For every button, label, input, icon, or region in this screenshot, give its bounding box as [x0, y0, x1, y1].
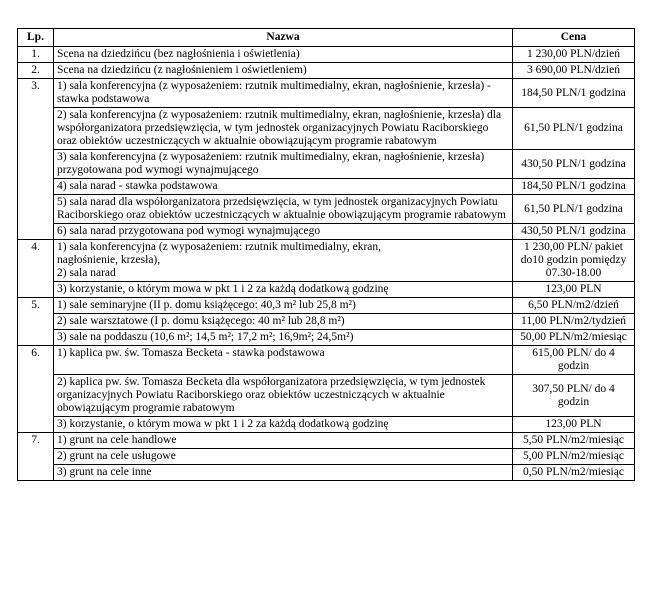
table-row	[18, 314, 635, 330]
header-lp: Lp.	[18, 29, 54, 47]
item-price: 61,50 PLN/1 godzina	[513, 108, 635, 150]
item-price: 61,50 PLN/1 godzina	[513, 195, 635, 224]
item-price: 5,00 PLN/m2/miesiąc	[513, 449, 635, 465]
row-number: 5.	[18, 298, 54, 346]
table-row	[18, 179, 635, 195]
item-name: 3) korzystanie, o którym mowa w pkt 1 i 2 za każdą dodatkową godzinę	[54, 282, 513, 298]
item-name: 1) kaplica pw. św. Tomasza Becketa - stawka podstawowa	[54, 346, 513, 375]
row-number: 6.	[18, 346, 54, 433]
item-name: 1) sale seminaryjne (II p. domu książęcego: 40,3 m² lub 25,8 m²)	[54, 298, 513, 314]
table-row	[18, 375, 635, 417]
item-name: 3) sala konferencyjna (z wyposażeniem: rzutnik multimedialny, ekran, nagłośnienie, krzesła) przygotowana pod wymogi wynajmującego	[54, 150, 513, 179]
item-price: 1 230,00 PLN/ pakiet do10 godzin pomiędzy 07.30-18.00	[513, 240, 635, 282]
item-name: 1) sala konferencyjna (z wyposażeniem: rzutnik multimedialny, ekran, nagłośnienie, krzesła) - stawka podstawowa	[54, 79, 513, 108]
row-number: 4.	[18, 240, 54, 298]
table-row	[18, 282, 635, 298]
table-row	[18, 79, 635, 108]
item-price: 123,00 PLN	[513, 282, 635, 298]
item-price: 6,50 PLN/m2/dzień	[513, 298, 635, 314]
item-price: 3 690,00 PLN/dzień	[513, 63, 635, 79]
item-price: 5,50 PLN/m2/miesiąc	[513, 433, 635, 449]
table-row	[18, 63, 635, 79]
table-row	[18, 330, 635, 346]
table-row	[18, 433, 635, 449]
item-price: 307,50 PLN/ do 4 godzin	[513, 375, 635, 417]
item-name-line: 1) sala konferencyjna (z wyposażeniem: rzutnik multimedialny, ekran,	[57, 241, 382, 253]
item-name: 3) korzystanie, o którym mowa w pkt 1 i 2 za każdą dodatkową godzinę	[54, 417, 513, 433]
item-name: 5) sala narad dla współorganizatora przedsięwzięcia, w tym jednostek organizacyjnych Powiatu Raciborskiego oraz obiektów uczestniczących w aktualnie obowiązującym programie rabatowym	[54, 195, 513, 224]
table-row	[18, 449, 635, 465]
row-number: 2.	[18, 63, 54, 79]
header-name: Nazwa	[54, 29, 513, 47]
item-price: 123,00 PLN	[513, 417, 635, 433]
item-price: 184,50 PLN/1 godzina	[513, 179, 635, 195]
item-name: 2) sala konferencyjna (z wyposażeniem: rzutnik multimedialny, ekran, nagłośnienie, krzesła) dla współorganizatora przedsięwzięcia, w tym jednostek organizacyjnych Powiatu Raciborskiego oraz obiektów uczestniczących w aktualnie obowiązującym programie rabatowym	[54, 108, 513, 150]
header-price: Cena	[513, 29, 635, 47]
item-price: 11,00 PLN/m2/tydzień	[513, 314, 635, 330]
header-row	[18, 29, 635, 47]
item-price: 430,50 PLN/1 godzina	[513, 224, 635, 240]
item-name-line: nagłośnienie, krzesła),	[57, 254, 161, 266]
item-name: 3) sale na poddaszu (10,6 m²; 14,5 m²; 17,2 m²; 16,9m²; 24,5m²)	[54, 330, 513, 346]
item-price: 184,50 PLN/1 godzina	[513, 79, 635, 108]
item-name: Scena na dziedzińcu (bez nagłośnienia i oświetlenia)	[54, 47, 513, 63]
item-price: 1 230,00 PLN/dzień	[513, 47, 635, 63]
table-row	[18, 108, 635, 150]
item-name: 2) sale warsztatowe (I p. domu książęcego: 40 m² lub 28,8 m²)	[54, 314, 513, 330]
item-name: 2) kaplica pw. św. Tomasza Becketa dla współorganizatora przedsięwzięcia, w tym jednostek organizacyjnych Powiatu Raciborskiego oraz obiektów uczestniczących w aktualnie obowiązującym programie rabatowym	[54, 375, 513, 417]
table-row	[18, 150, 635, 179]
item-name: 2) grunt na cele usługowe	[54, 449, 513, 465]
item-name-line: 2) sala narad	[57, 267, 116, 279]
item-price: 430,50 PLN/1 godzina	[513, 150, 635, 179]
table-row	[18, 195, 635, 224]
table-row	[18, 224, 635, 240]
table-row	[18, 346, 635, 375]
row-number: 1.	[18, 47, 54, 63]
item-price: 0,50 PLN/m2/miesiąc	[513, 465, 635, 481]
item-price: 50,00 PLN/m2/miesiąc	[513, 330, 635, 346]
table-row	[18, 298, 635, 314]
row-number: 7.	[18, 433, 54, 481]
item-name: 1) grunt na cele handlowe	[54, 433, 513, 449]
item-name: 3) grunt na cele inne	[54, 465, 513, 481]
table-row	[18, 240, 635, 282]
table-row	[18, 47, 635, 63]
table-row	[18, 417, 635, 433]
item-price: 615,00 PLN/ do 4 godzin	[513, 346, 635, 375]
table-row	[18, 465, 635, 481]
item-name: Scena na dziedzińcu (z nagłośnieniem i oświetleniem)	[54, 63, 513, 79]
item-name	[54, 240, 513, 282]
item-name: 6) sala narad przygotowana pod wymogi wynajmującego	[54, 224, 513, 240]
item-name: 4) sala narad - stawka podstawowa	[54, 179, 513, 195]
price-table	[17, 28, 635, 481]
row-number: 3.	[18, 79, 54, 240]
